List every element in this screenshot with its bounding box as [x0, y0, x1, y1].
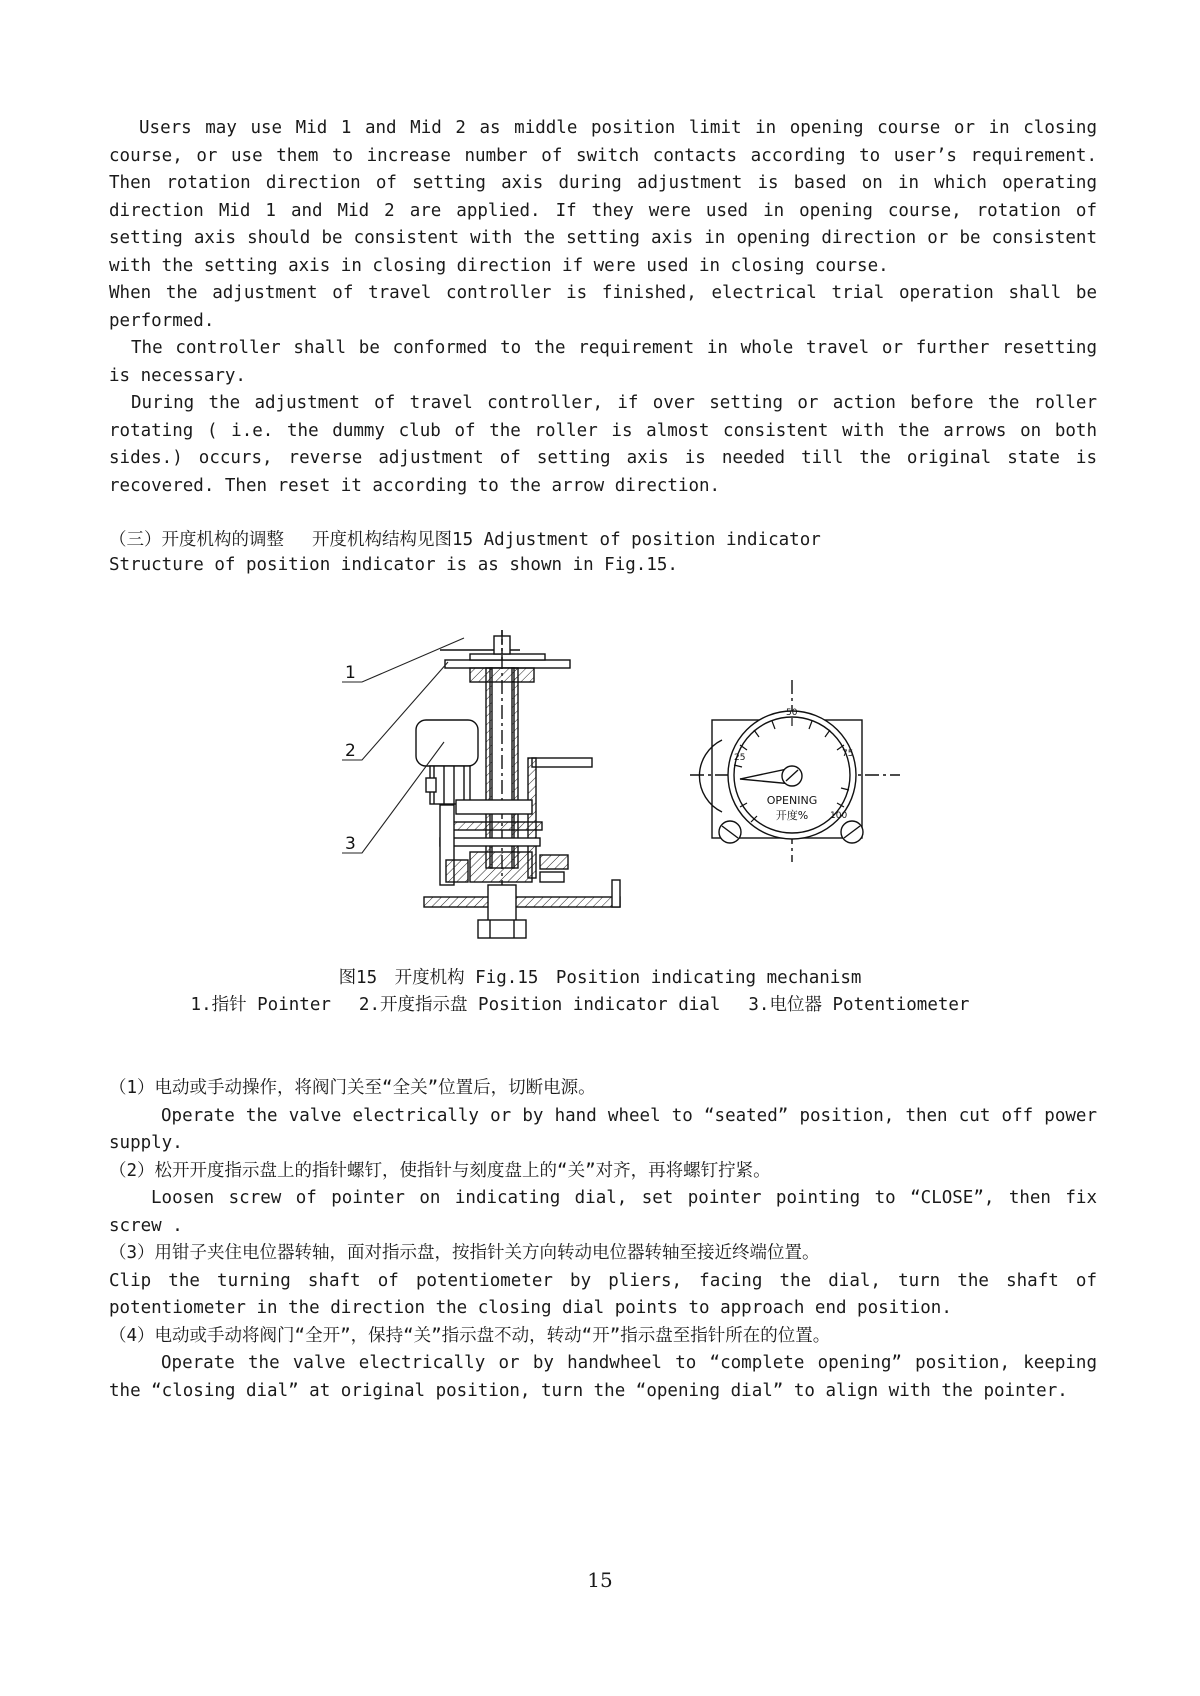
dial-tick-50: 50: [786, 708, 798, 718]
step-1-cn: （1）电动或手动操作，将阀门关至“全关”位置后，切断电源。: [109, 1078, 596, 1098]
step-3-en: Clip the turning shaft of potentiometer by pliers, facing the dial, turn the shaft of potentiometer in the direction the closing dial points to approach end position.: [109, 1270, 1097, 1318]
callout-1: 1: [345, 663, 356, 683]
paragraph: During the adjustment of travel controller, if over setting or action before the roller rotating ( i.e. the dummy club of the roller is almost consistent with the arrows on both sides.) occurs, reverse adjustment of setting axis is needed till the original state is recovered. Then reset it according to the arrow direction.: [109, 393, 1097, 496]
step-3-cn: （3）用钳子夹住电位器转轴，面对指示盘，按指针关方向转动电位器转轴至接近终端位置。: [109, 1243, 820, 1263]
section-view: [416, 630, 620, 938]
dial-tick-75: 75: [842, 749, 854, 759]
section-heading: （三）开度机构的调整 开度机构结构见图15 Adjustment of position indicator: [109, 530, 821, 550]
dial-opening-cn-label: 开度%: [775, 809, 809, 822]
section-header: [109, 527, 1097, 579]
paragraph: Users may use Mid 1 and Mid 2 as middle position limit in opening course or in closing course, or use them to increase number of switch contacts according to user’s requirement. Then rotation direction of setting axis during adjustment is based on in which operating direction Mid 1 and Mid 2 are applied. If they were used in opening course, rotation of setting axis should be consistent with the setting axis in opening direction or be consistent with the setting axis in closing direction if were used in closing course.: [109, 118, 1097, 276]
step-1-en: Operate the valve electrically or by hand wheel to “seated” position, then cut off power supply.: [109, 1105, 1097, 1153]
steps: [109, 1075, 1097, 1405]
section-subheading: Structure of position indicator is as shown in Fig.15.: [109, 554, 678, 575]
intro-text: [109, 115, 1097, 500]
callout-2: 2: [345, 741, 356, 761]
page-number: 15: [587, 1568, 613, 1592]
step-2-cn: （2）松开开度指示盘上的指针螺钉，使指针与刻度盘上的“关”对齐，再将螺钉拧紧。: [109, 1160, 771, 1181]
figure-legend: 1.指针 Pointer 2.开度指示盘 Position indicator dial 3.电位器 Potentiometer: [190, 995, 970, 1015]
figure-15: [0, 600, 1200, 940]
step-4-en: Operate the valve electrically or by handwheel to “complete opening” position, keeping the “closing dial” at original position, turn the “opening dial” to align with the pointer.: [109, 1353, 1097, 1401]
step-2-en: Loosen screw of pointer on indicating dial, set pointer pointing to “CLOSE”, then fix screw .: [109, 1188, 1097, 1236]
callout-3: 3: [345, 834, 356, 854]
dial-tick-25: 25: [734, 753, 746, 763]
figure-caption: 图15 开度机构 Fig.15 Position indicating mechanism: [338, 968, 862, 988]
figure-drawing: [0, 600, 1200, 940]
step-4-cn: （4）电动或手动将阀门“全开”，保持“关”指示盘不动，转动“开”指示盘至指针所在的位置。: [109, 1325, 831, 1346]
paragraph: When the adjustment of travel controller is finished, electrical trial operation shall be performed.: [109, 283, 1097, 331]
paragraph: The controller shall be conformed to the requirement in whole travel or further resetting is necessary.: [109, 338, 1097, 386]
dial-tick-100: 100: [830, 811, 848, 821]
dial-opening-label: OPENING: [766, 794, 818, 807]
